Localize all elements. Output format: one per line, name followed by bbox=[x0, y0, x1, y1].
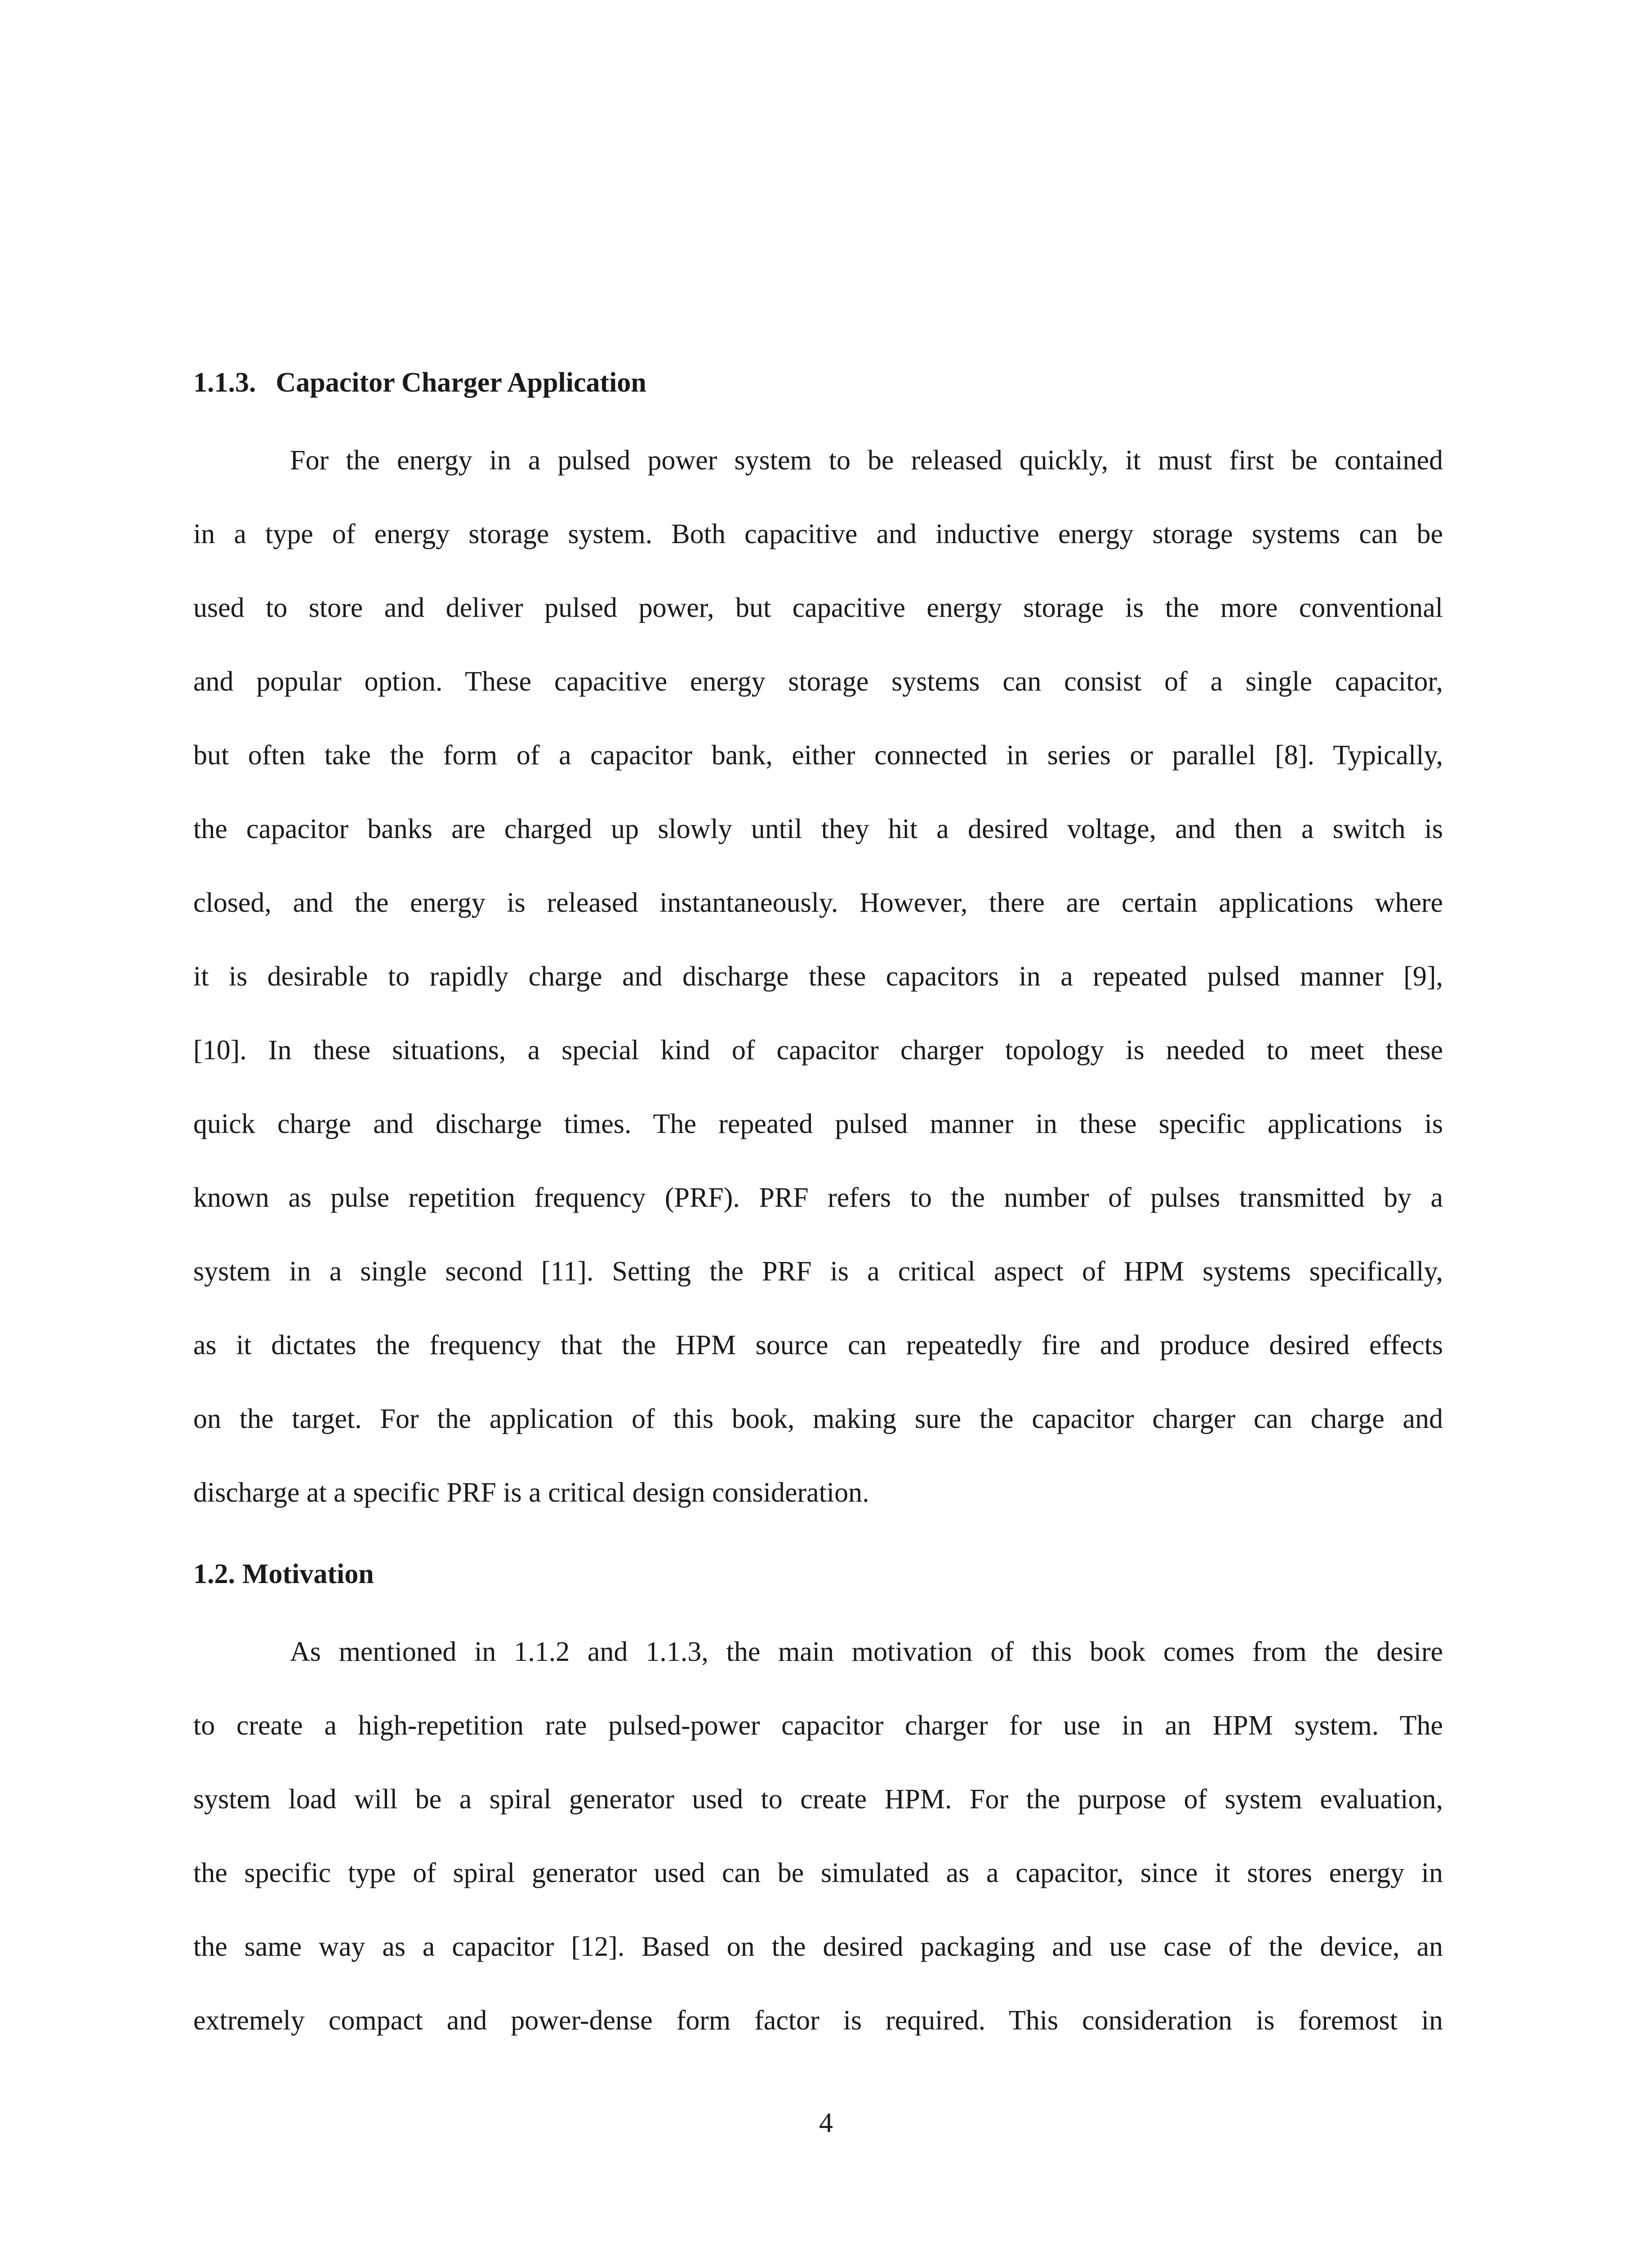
text-line: known as pulse repetition frequency (PRF). PRF refers to the number of pulses transmitted by a bbox=[193, 1182, 1443, 1213]
text-line: on the target. For the application of this book, making sure the capacitor charger can charge and bbox=[193, 1404, 1443, 1434]
text-line: system in a single second [11]. Setting the PRF is a critical aspect of HPM systems specifically, bbox=[193, 1256, 1443, 1287]
section-number: 1.1.3. bbox=[193, 367, 256, 398]
text-line: quick charge and discharge times. The repeated pulsed manner in these specific applications is bbox=[193, 1109, 1443, 1139]
text-line: and popular option. These capacitive energy storage systems can consist of a single capacitor, bbox=[193, 666, 1443, 697]
text-line: to create a high-repetition rate pulsed-power capacitor charger for use in an HPM system. The bbox=[193, 1710, 1443, 1741]
text-line: as it dictates the frequency that the HPM source can repeatedly fire and produce desired effects bbox=[193, 1330, 1443, 1360]
text-line: but often take the form of a capacitor bank, either connected in series or parallel [8]. Typically, bbox=[193, 740, 1443, 771]
text-line: discharge at a specific PRF is a critical design consideration. bbox=[193, 1477, 869, 1508]
text-line: used to store and deliver pulsed power, but capacitive energy storage is the more conventional bbox=[193, 593, 1443, 623]
text-line: in a type of energy storage system. Both capacitive and inductive energy storage systems can be bbox=[193, 519, 1443, 549]
page-content bbox=[193, 362, 1443, 2057]
paragraph-capacitor-charger bbox=[193, 424, 1443, 1530]
section-title: Capacitor Charger Application bbox=[276, 367, 646, 398]
section-heading-capacitor-charger bbox=[193, 362, 1443, 403]
page-number: 4 bbox=[819, 2108, 833, 2138]
text-line: the capacitor banks are charged up slowly until they hit a desired voltage, and then a switch is bbox=[193, 814, 1443, 844]
text-line: the specific type of spiral generator used can be simulated as a capacitor, since it stores energy in bbox=[193, 1858, 1443, 1888]
section-title: Motivation bbox=[242, 1559, 374, 1589]
text-line: system load will be a spiral generator used to create HPM. For the purpose of system evaluation, bbox=[193, 1784, 1443, 1815]
text-line: closed, and the energy is released instantaneously. However, there are certain applications where bbox=[193, 888, 1443, 918]
text-line: the same way as a capacitor [12]. Based on the desired packaging and use case of the device, an bbox=[193, 1931, 1443, 1962]
section-heading-motivation bbox=[193, 1554, 1443, 1594]
section-number: 1.2. bbox=[193, 1559, 235, 1589]
text-line: For the energy in a pulsed power system to be released quickly, it must first be contained bbox=[290, 445, 1443, 476]
text-line: it is desirable to rapidly charge and discharge these capacitors in a repeated pulsed manner [9], bbox=[193, 961, 1443, 992]
text-line: [10]. In these situations, a special kind of capacitor charger topology is needed to meet these bbox=[193, 1035, 1443, 1066]
paragraph-motivation bbox=[193, 1615, 1443, 2057]
text-line: extremely compact and power-dense form factor is required. This consideration is foremost in bbox=[193, 2005, 1443, 2036]
text-line: As mentioned in 1.1.2 and 1.1.3, the main motivation of this book comes from the desire bbox=[290, 1637, 1443, 1667]
